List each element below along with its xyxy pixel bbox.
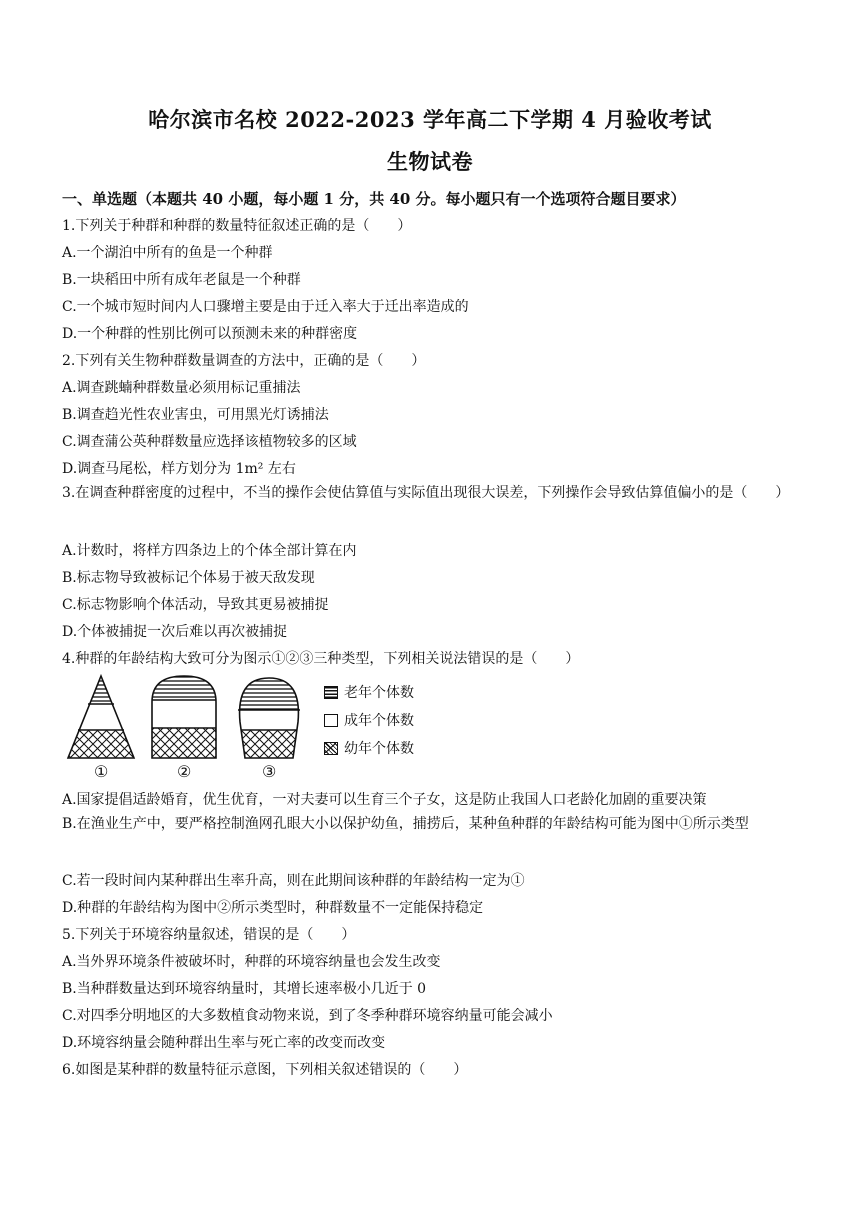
question-5-option-b: B.当种群数量达到环境容纳量时，其增长速率极小几近于 0	[62, 981, 427, 997]
question-2-option-a: A.调查跳蝻种群数量必须用标记重捕法	[62, 380, 301, 396]
legend-adult	[324, 710, 414, 730]
legend-adult-label: 成年个体数	[344, 713, 414, 729]
question-2-option-c: C.调查蒲公英种群数量应选择该植物较多的区域	[62, 434, 357, 450]
figure-label-3: ③	[262, 762, 277, 781]
question-4-option-d: D.种群的年龄结构为图中②所示类型时，种群数量不一定能保持稳定	[62, 900, 484, 916]
question-3-option-a: A.计数时，将样方四条边上的个体全部计算在内	[62, 543, 357, 559]
question-stem-3: 3.在调查种群密度的过程中，不当的操作会使估算值与实际值出现很大误差，下列操作会导致估算值偏小的是（ ）	[62, 485, 790, 501]
question-stem-1: 1.下列关于种群和种群的数量特征叙述正确的是（ ）	[62, 218, 412, 234]
exam-title: 哈尔滨市名校 2022-2023 学年高二下学期 4 月验收考试	[148, 107, 712, 132]
crosshatch-swatch-icon	[324, 742, 338, 755]
question-1-option-a: A.一个湖泊中所有的鱼是一个种群	[62, 245, 273, 261]
question-1-option-b: B.一块稻田中所有成年老鼠是一个种群	[62, 272, 301, 288]
question-stem-4: 4.种群的年龄结构大致可分为图示①②③三种类型，下列相关说法错误的是（ ）	[62, 651, 580, 667]
question-stem-6: 6.如图是某种群的数量特征示意图，下列相关叙述错误的（ ）	[62, 1062, 468, 1078]
question-2-option-d: D.调查马尾松，样方划分为 1m² 左右	[62, 461, 296, 477]
question-1-option-c: C.一个城市短时间内人口骤增主要是由于迁入率大于迁出率造成的	[62, 299, 469, 315]
question-5-option-c: C.对四季分明地区的大多数植食动物来说，到了冬季种群环境容纳量可能会减小	[62, 1008, 553, 1024]
figure-label-1: ①	[94, 762, 109, 781]
question-5-option-d: D.环境容纳量会随种群出生率与死亡率的改变而改变	[62, 1035, 386, 1051]
legend-elderly-label: 老年个体数	[344, 685, 414, 701]
exam-subtitle: 生物试卷	[387, 149, 473, 174]
question-4-option-b: B.在渔业生产中，要严格控制渔网孔眼大小以保护幼鱼，捕捞后，某种鱼种群的年龄结构可能为图中①所示类型	[62, 816, 749, 832]
pyramid-2	[150, 672, 220, 760]
question-3-option-c: C.标志物影响个体活动，导致其更易被捕捉	[62, 597, 329, 613]
question-1-option-d: D.一个种群的性别比例可以预测未来的种群密度	[62, 326, 358, 342]
age-pyramids-diagram	[66, 672, 316, 772]
question-5-option-a: A.当外界环境条件被破坏时，种群的环境容纳量也会发生改变	[62, 954, 441, 970]
section-heading: 一、单选题（本题共 40 小题，每小题 1 分，共 40 分。每小题只有一个选项符合题目要求）	[62, 190, 686, 208]
question-2-option-b: B.调查趋光性农业害虫，可用黑光灯诱捕法	[62, 407, 329, 423]
question-stem-5: 5.下列关于环境容纳量叙述，错误的是（ ）	[62, 927, 356, 943]
legend-juvenile	[324, 738, 414, 758]
question-stem-2: 2.下列有关生物种群数量调查的方法中，正确的是（ ）	[62, 353, 426, 369]
age-structure-figure	[66, 672, 446, 787]
question-3-option-b: B.标志物导致被标记个体易于被天敌发现	[62, 570, 315, 586]
legend-juvenile-label: 幼年个体数	[344, 741, 414, 757]
pyramid-3	[234, 672, 304, 760]
question-3-option-d: D.个体被捕捉一次后难以再次被捕捉	[62, 624, 288, 640]
figure-label-2: ②	[177, 762, 192, 781]
pyramid-1	[66, 672, 136, 760]
striped-swatch-icon	[324, 686, 338, 699]
question-4-option-c: C.若一段时间内某种群出生率升高，则在此期间该种群的年龄结构一定为①	[62, 873, 525, 889]
question-4-option-a: A.国家提倡适龄婚育，优生优育，一对夫妻可以生育三个子女，这是防止我国人口老龄化加剧的重要决策	[62, 792, 707, 808]
legend-elderly	[324, 682, 414, 702]
blank-swatch-icon	[324, 714, 338, 727]
